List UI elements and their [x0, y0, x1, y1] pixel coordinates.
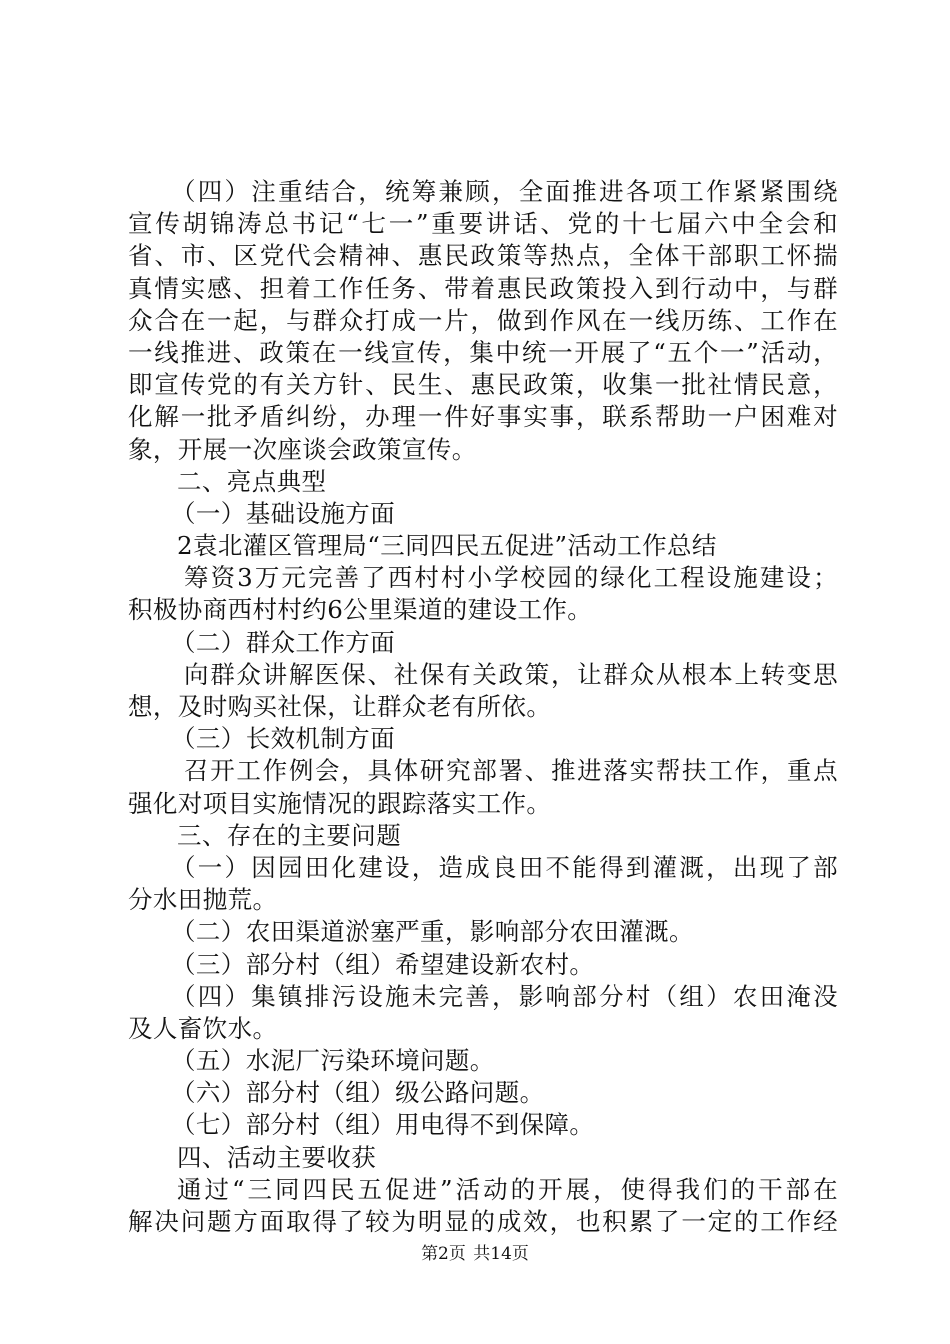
list-item: （二）农田渠道淤塞严重，影响部分农田灌溉。: [171, 917, 694, 947]
list-item: （六）部分村（组）级公路问题。: [171, 1078, 545, 1108]
paragraph-line: （四）注重结合，统筹兼顾，全面推进各项工作紧紧围绕: [171, 177, 838, 206]
paragraph-line: 积极协商西村村约6公里渠道的建设工作。: [128, 595, 593, 625]
paragraph-line: 即宣传党的有关方针、民生、惠民政策，收集一批社情民意，: [128, 370, 838, 400]
subsection-heading: （一）基础设施方面: [171, 498, 396, 528]
section-heading: 四、活动主要收获: [177, 1142, 377, 1172]
paragraph-line: 想，及时购买社保，让群众老有所依。: [128, 692, 552, 721]
paragraph-line: 众合在一起，与群众打成一片，做到作风在一线历练、工作在: [128, 305, 838, 335]
section-heading: 二、亮点典型: [177, 466, 327, 496]
paragraph-line: 解决问题方面取得了较为明显的成效，也积累了一定的工作经: [128, 1207, 838, 1236]
subsection-heading: （二）群众工作方面: [171, 627, 396, 657]
list-item: （四）集镇排污设施未完善，影响部分村（组）农田淹没: [171, 981, 838, 1011]
list-item: （三）部分村（组）希望建设新农村。: [171, 949, 595, 979]
paragraph-line: 及人畜饮水。: [128, 1013, 278, 1043]
paragraph-line: 真情实感、担着工作任务、带着惠民政策投入到行动中，与群: [128, 273, 838, 303]
document-body: [128, 176, 838, 1238]
list-item: （五）水泥厂污染环境问题。: [171, 1046, 495, 1076]
paragraph-line: 筹资3万元完善了西村村小学校园的绿化工程设施建设；: [184, 563, 838, 593]
page-number: 第2页: [421, 1244, 466, 1264]
paragraph-line: 化解一批矛盾纠纷，办理一件好事实事，联系帮助一户困难对: [128, 402, 838, 432]
list-item: （七）部分村（组）用电得不到保障。: [171, 1110, 595, 1140]
paragraph-line: 一线推进、政策在一线宣传，集中统一开展了“五个一”活动，: [128, 337, 838, 367]
paragraph-line: 宣传胡锦涛总书记“七一”重要讲话、党的十七届六中全会和: [128, 209, 838, 239]
paragraph-line: 强化对项目实施情况的跟踪落实工作。: [128, 788, 552, 818]
section-heading: 三、存在的主要问题: [177, 820, 402, 850]
paragraph-line: 省、市、区党代会精神、惠民政策等热点，全体干部职工怀揣: [128, 241, 838, 271]
page-footer: [0, 1243, 950, 1265]
paragraph-line: 通过“三同四民五促进”活动的开展，使得我们的干部在: [177, 1174, 838, 1204]
subsection-heading: （三）长效机制方面: [171, 724, 396, 754]
document-title-line: 2袁北灌区管理局“三同四民五促进”活动工作总结: [177, 531, 717, 561]
page-total: 共14页: [473, 1244, 529, 1264]
paragraph-line: 分水田抛荒。: [128, 885, 278, 915]
paragraph-line: 向群众讲解医保、社保有关政策，让群众从根本上转变思: [184, 659, 838, 689]
paragraph-line: 象，开展一次座谈会政策宣传。: [128, 434, 477, 464]
paragraph-line: 召开工作例会，具体研究部署、推进落实帮扶工作，重点: [184, 756, 838, 786]
paragraph-line: （一）因园田化建设，造成良田不能得到灌溉，出现了部: [171, 852, 838, 882]
